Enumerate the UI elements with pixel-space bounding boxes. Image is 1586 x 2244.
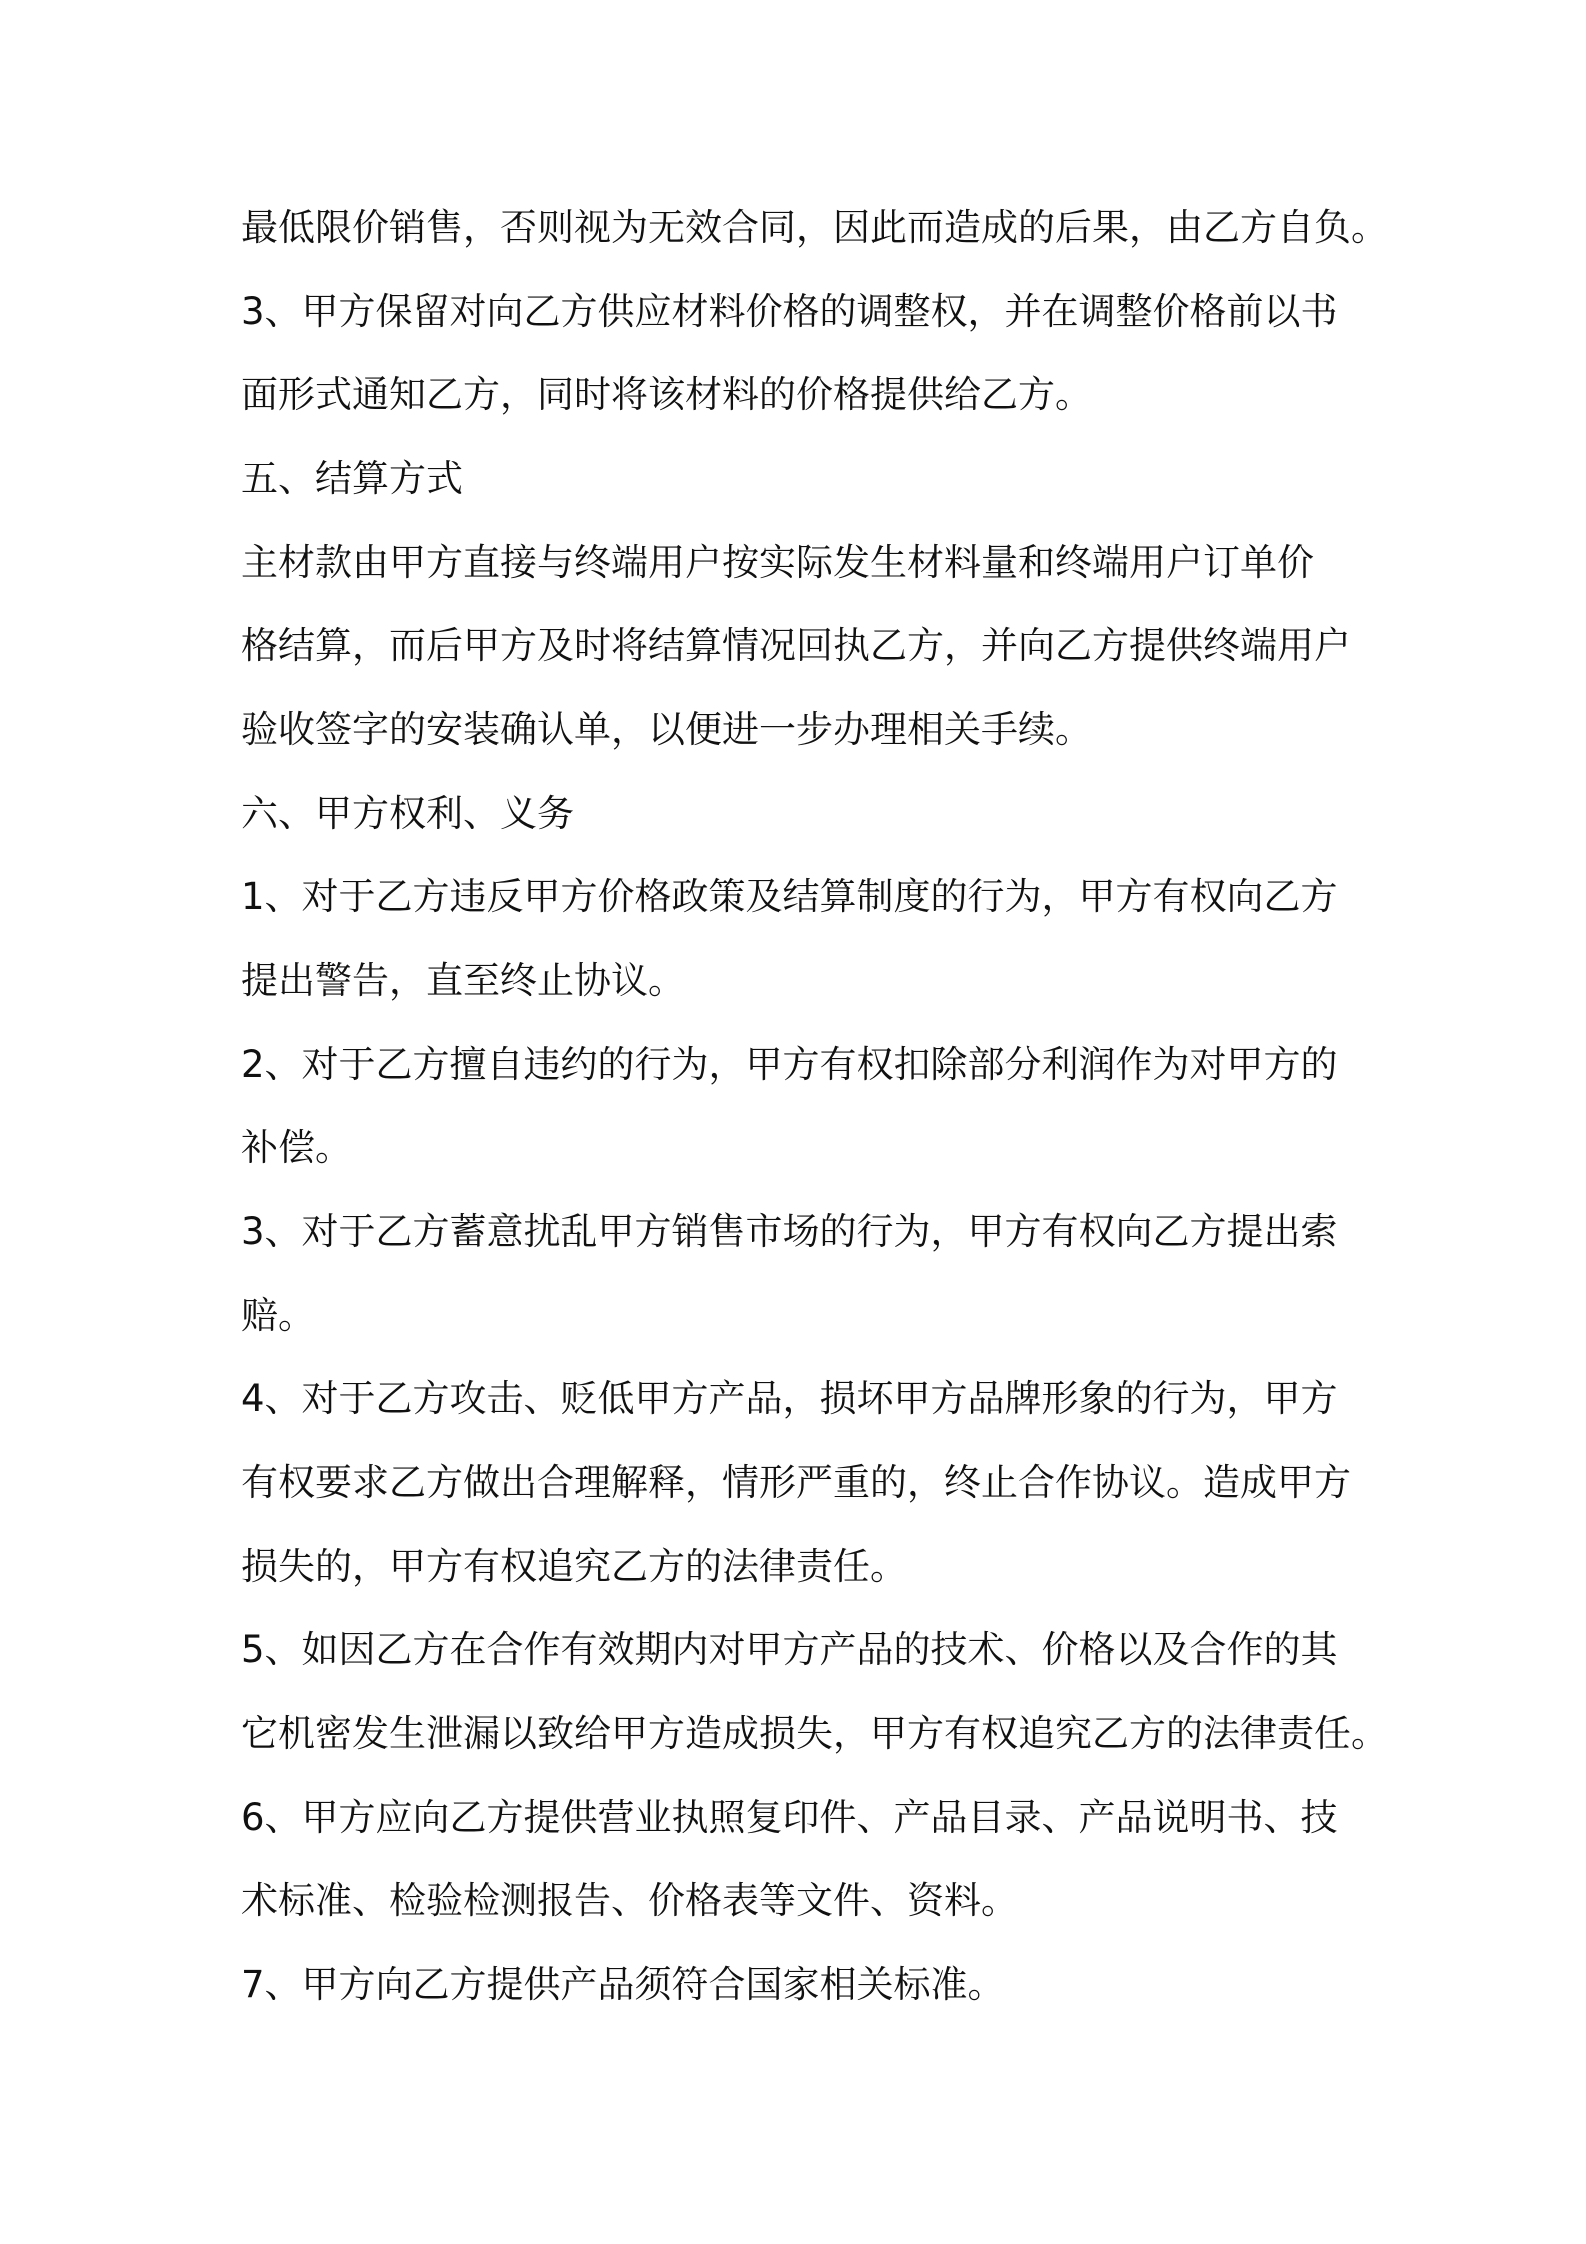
text-line: 术标准、检验检测报告、价格表等文件、资料。 <box>241 1879 1018 1922</box>
text-line: 格结算，而后甲方及时将结算情况回执乙方，并向乙方提供终端用户 <box>241 624 1351 667</box>
text-line: 5、如因乙方在合作有效期内对甲方产品的技术、价格以及合作的其 <box>241 1628 1338 1671</box>
text-line: 补偿。 <box>241 1126 352 1169</box>
text-line: 它机密发生泄漏以致给甲方造成损失，甲方有权追究乙方的法律责任。 <box>241 1712 1388 1755</box>
section-heading: 五、结算方式 <box>241 457 463 500</box>
text-line: 有权要求乙方做出合理解释，情形严重的，终止合作协议。造成甲方 <box>241 1461 1351 1504</box>
text-line: 最低限价销售，否则视为无效合同，因此而造成的后果，由乙方自负。 <box>241 206 1388 249</box>
text-line: 6、甲方应向乙方提供营业执照复印件、产品目录、产品说明书、技 <box>241 1796 1338 1839</box>
text-line: 提出警告，直至终止协议。 <box>241 959 685 1002</box>
text-line: 面形式通知乙方，同时将该材料的价格提供给乙方。 <box>241 373 1092 416</box>
text-line: 损失的，甲方有权追究乙方的法律责任。 <box>241 1545 907 1588</box>
text-line: 2、对于乙方擅自违约的行为，甲方有权扣除部分利润作为对甲方的 <box>241 1043 1338 1086</box>
text-line: 4、对于乙方攻击、贬低甲方产品，损坏甲方品牌形象的行为，甲方 <box>241 1377 1338 1420</box>
text-line: 3、对于乙方蓄意扰乱甲方销售市场的行为，甲方有权向乙方提出索 <box>241 1210 1338 1253</box>
text-line: 3、甲方保留对向乙方供应材料价格的调整权，并在调整价格前以书 <box>241 290 1338 333</box>
text-line: 赔。 <box>241 1294 315 1337</box>
text-line: 主材款由甲方直接与终端用户按实际发生材料量和终端用户订单价 <box>241 541 1314 584</box>
text-line: 验收签字的安装确认单，以便进一步办理相关手续。 <box>241 708 1092 751</box>
text-line: 1、对于乙方违反甲方价格政策及结算制度的行为，甲方有权向乙方 <box>241 875 1338 918</box>
section-heading: 六、甲方权利、义务 <box>241 792 574 835</box>
text-line: 7、甲方向乙方提供产品须符合国家相关标准。 <box>241 1963 1005 2006</box>
